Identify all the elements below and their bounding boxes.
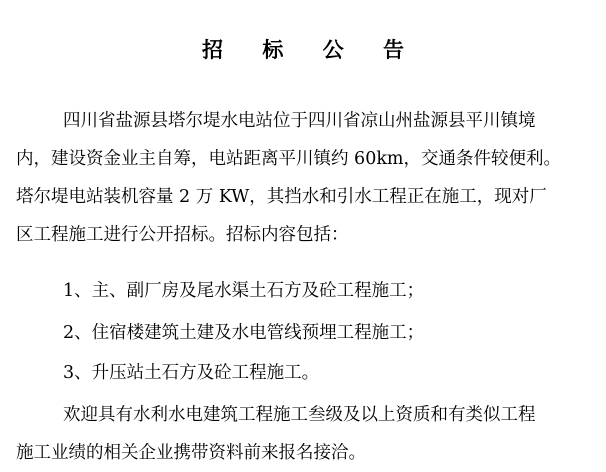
list-item-text: 2、住宿楼建筑土建及水电管线预埋工程施工； xyxy=(63,323,425,343)
list-item xyxy=(16,272,596,310)
list-item xyxy=(16,354,596,392)
intro-line: 内，建设资金业主自筹，电站距离平川镇约 60km，交通条件较便利。 xyxy=(16,149,562,169)
document-title: 招 标 公 告 xyxy=(202,38,420,62)
list-item-text: 1、主、副厂房及尾水渠土石方及砼工程施工； xyxy=(63,281,425,301)
closing-line: 欢迎具有水利水电建筑工程施工叁级及以上资质和有类似工程 xyxy=(63,405,536,425)
closing-line: 施工业绩的相关企业携带资料前来报名接洽。 xyxy=(16,443,366,463)
intro-line: 塔尔堤电站装机容量 2 万 KW，其挡水和引水工程正在施工，现对厂 xyxy=(16,187,547,207)
intro-paragraph xyxy=(16,102,596,254)
list-item-text: 3、升压站土石方及砼工程施工。 xyxy=(63,363,320,383)
intro-line: 四川省盐源县塔尔堤水电站位于四川省凉山州盐源县平川镇境 xyxy=(63,111,536,131)
list-item xyxy=(16,314,596,352)
intro-line: 区工程施工进行公开招标。招标内容包括： xyxy=(16,225,349,245)
closing-paragraph xyxy=(16,396,596,472)
